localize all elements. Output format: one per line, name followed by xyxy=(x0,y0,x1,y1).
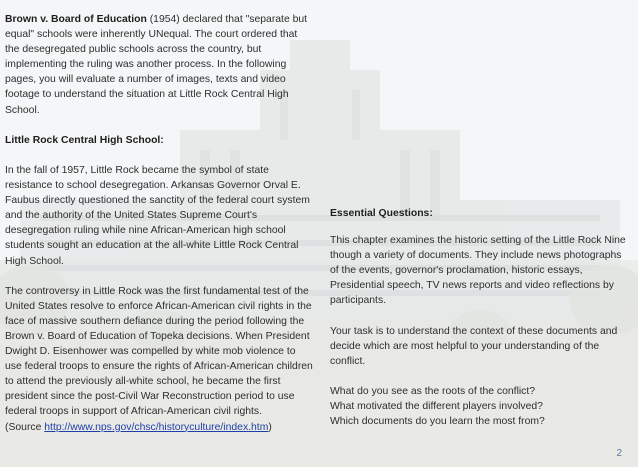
question-2: What motivated the different players involved? xyxy=(330,401,543,413)
source-prefix: (Source xyxy=(5,421,45,433)
intro-paragraph xyxy=(5,12,313,118)
case-name: Brown v. Board of Education xyxy=(5,14,147,25)
left-column xyxy=(5,12,313,450)
chapter-description: This chapter examines the historic setting of the Little Rock Nine though a variety of documents. They include news photographs of the events, governor's proclamation, historic essays, Presidential speech, TV news reports and video reflections by participants. xyxy=(330,235,626,307)
source-link[interactable]: http://www.nps.gov/chsc/historyculture/index.htm xyxy=(44,421,269,433)
page-number: 2 xyxy=(616,448,622,459)
history-paragraph-2 xyxy=(5,284,313,435)
history-paragraph-1: In the fall of 1957, Little Rock became the symbol of state resistance to school desegregation. Arkansas Governor Orval E. Faubus directly questioned the sanctity of the federal court system and the authority of the United States Supreme Court's desegregation ruling while nine African-American high school students sought an education at the all-white Little Rock Central High School. xyxy=(5,164,310,267)
essential-questions-heading: Essential Questions: xyxy=(330,208,433,219)
task-description: Your task is to understand the context of these documents and decide which are most helpful to your understanding of the conflict. xyxy=(330,325,618,367)
history-paragraph-2-text: The controversy in Little Rock was the first fundamental test of the United States resolve to enforce African-American civil rights in the face of massive southern defiance during the period following the Brown v. Board of Education of Topeka decisions. When President Dwight D. Eisenhower was compelled by white mob violence to use federal troops to ensure the rights of African-American children to attend the previously all-white school, he became the first president since the post-Civil War Reconstruction period to use federal troops in support of African-American civil rights. xyxy=(5,285,313,418)
question-list xyxy=(330,384,630,429)
right-column xyxy=(330,206,630,444)
source-suffix: ) xyxy=(268,421,272,433)
question-1: What do you see as the roots of the conflict? xyxy=(330,386,536,398)
intro-text: (1954) declared that "separate but equal" schools were inherently UNequal. The court ordered that the desegregated public schools across the country, but implementing the ruling was another process. In the following pages, you will evaluate a number of images, texts and video footage to understand the situation at Little Rock Central High School. xyxy=(5,14,308,116)
question-3: Which documents do you learn the most from? xyxy=(330,416,545,428)
section-heading: Little Rock Central High School: xyxy=(5,134,164,146)
